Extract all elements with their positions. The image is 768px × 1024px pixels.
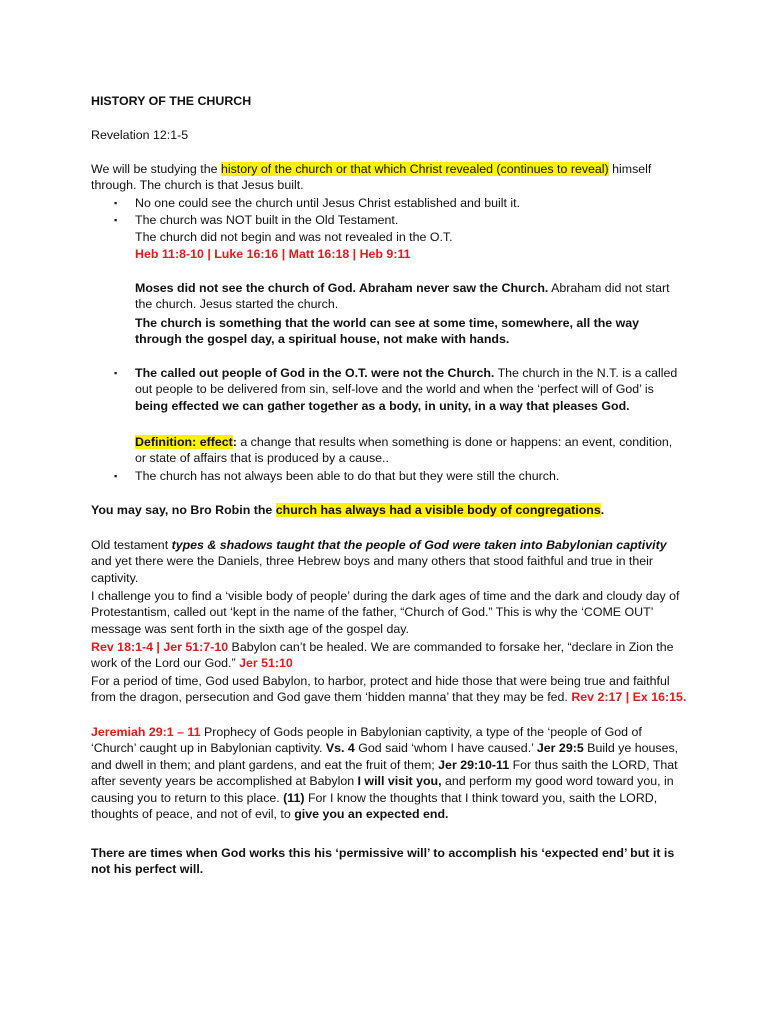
verse-label: Vs. 4 [325, 741, 355, 756]
list-item [135, 365, 680, 414]
robin-period: . [600, 503, 605, 517]
bullet-icon: ▪ [114, 198, 118, 208]
moses-text: Abraham did not start the church. Jesus started the church. [135, 281, 670, 312]
jeremiah-text: and perform my good word toward you, in causing you to return to this place. [91, 774, 674, 805]
moses-paragraph [135, 280, 680, 313]
robin-paragraph [91, 502, 691, 518]
definition [135, 434, 680, 467]
period-ref: Rev 2:17 | Ex 16:15. [571, 690, 687, 705]
jeremiah-paragraph [91, 724, 679, 822]
old-testament-paragraph [91, 537, 681, 586]
jeremiah-text: For I know the thoughts that I think toward you, saith the LORD, thoughts of peace, and not of evil, to [91, 790, 658, 822]
called-out-bold: The called out people of God in the O.T. were not the Church. [135, 366, 495, 380]
intro-paragraph [91, 161, 671, 194]
bullet-icon: ▪ [114, 215, 118, 225]
verse-label: (11) [283, 790, 305, 805]
period-text: For a period of time, God used Babylon, to harbor, protect and hide those that were being true and faithful from the dragon, persecution and God gave them ‘hidden manna’ that they may be fed. [91, 674, 670, 705]
intro-text: We will be studying the [91, 162, 221, 176]
called-out-text: The church in the N.T. is a called out people to be delivered from sin, self-love and the world and when the ‘perfect will of God’ is [135, 366, 678, 397]
verse-label: Jer 29:10-11 [438, 757, 510, 772]
list-item: The church was NOT built in the Old Testament. [135, 213, 399, 227]
jeremiah-bold: give you an expected end. [294, 807, 449, 822]
babylon-text: Babylon can’t be healed. We are commanded to forsake her, “declare in Zion the work of the Lord our God.” [91, 640, 674, 671]
jer-ref: Jer 51:10 [239, 656, 293, 671]
challenge-paragraph: I challenge you to find a ‘visible body of people’ during the dark ages of time and the dark and cloudy day of Protestantism, called out ‘kept in the name of the father, “Church of God.” This is why the ‘COME OUT’ message was sent forth in the sixth age of the gospel day. [91, 589, 680, 636]
jeremiah-text: For thus saith the LORD, That after seventy years be accomplished at Babylon [91, 757, 678, 789]
definition-colon: : [232, 435, 237, 449]
definition-label: Definition: effect [135, 435, 233, 449]
scripture-refs: Heb 11:8-10 | Luke 16:16 | Matt 16:18 | Heb 9:11 [135, 247, 411, 261]
babylon-paragraph [91, 639, 676, 672]
jeremiah-bold: I will visit you, [357, 774, 442, 789]
visible-church-paragraph: The church is something that the world can see at some time, somewhere, all the way through the gospel day, a spiritual house, not make with hands. [135, 316, 640, 347]
period-paragraph [91, 673, 691, 706]
intro-text-end: himself through. The church is that Jesus built. [91, 162, 652, 193]
jeremiah-text: God said ‘whom I have caused.’ [354, 741, 537, 756]
list-item: The church has not always been able to do that but they were still the church. [135, 469, 560, 483]
verse-label: Jer 29:5 [536, 741, 584, 756]
scripture-reference: Revelation 12:1-5 [91, 128, 189, 142]
robin-highlight: church has always had a visible body of congregations [275, 503, 601, 517]
bullet-icon: ▪ [114, 471, 118, 481]
rev-ref: Rev 18:1-4 | Jer 51:7-10 [91, 640, 229, 654]
ot-bold-italic: types & shadows taught that the people of God were taken into Babylonian captivity [171, 538, 667, 552]
robin-text: You may say, no Bro Robin the [91, 503, 276, 517]
jeremiah-ref: Jeremiah 29:1 – 11 [91, 725, 201, 739]
bullet-icon: ▪ [114, 368, 118, 378]
list-item-subline: The church did not begin and was not revealed in the O.T. [135, 230, 453, 244]
final-paragraph: There are times when God works this his ‘permissive will’ to accomplish his ‘expected end’ but it is not his perfect will. [91, 846, 675, 877]
moses-bold-text: Moses did not see the church of God. Abraham never saw the Church. [135, 281, 549, 295]
ot-text-end: and yet there were the Daniels, three Hebrew boys and many others that stood faithful and true in their captivity. [91, 554, 654, 585]
list-item: No one could see the church until Jesus Christ established and built it. [135, 196, 521, 210]
document-title: HISTORY OF THE CHURCH [91, 94, 252, 108]
ot-text: Old testament [91, 538, 172, 552]
jeremiah-text: Build ye houses, and dwell in them; and plant gardens, and eat the fruit of them; [91, 741, 679, 772]
intro-highlight: history of the church or that which Christ revealed (continues to reveal) [220, 162, 609, 176]
definition-text: a change that results when something is done or happens: an event, condition, or state of affairs that is produced by a cause.. [135, 435, 673, 466]
jeremiah-text: Prophecy of Gods people in Babylonian captivity, a type of the ‘people of God of ‘Church’ caught up in Babylonian captivity. [91, 725, 642, 756]
called-out-bold-end: being effected we can gather together as a body, in unity, in a way that pleases God. [135, 398, 630, 413]
